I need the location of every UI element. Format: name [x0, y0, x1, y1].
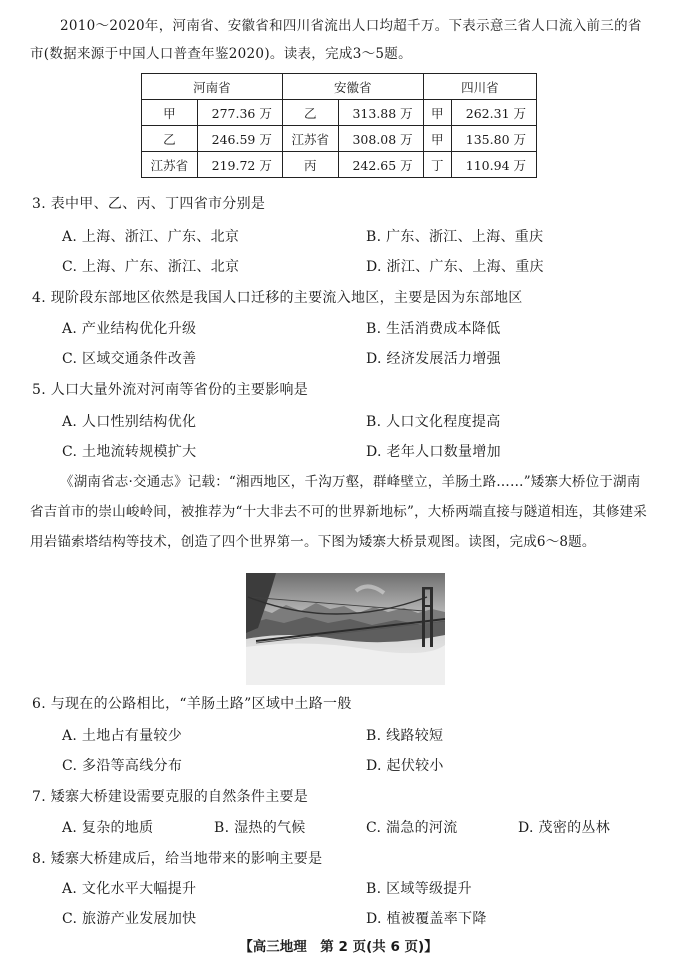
- question-4-option-c: C. 区域交通条件改善: [62, 351, 197, 367]
- question-7-option-b: B. 湿热的气候: [214, 820, 306, 836]
- question-8-option-c: C. 旅游产业发展加快: [62, 911, 197, 927]
- table-cell: 135.80 万: [451, 126, 536, 152]
- question-5-option-d: D. 老年人口数量增加: [366, 444, 501, 460]
- question-8-option-d: D. 植被覆盖率下降: [366, 911, 487, 927]
- question-4-option-b: B. 生活消费成本降低: [366, 321, 501, 337]
- table-cell: 313.88 万: [338, 100, 423, 126]
- question-6-option-a: A. 土地占有量较少: [62, 728, 183, 744]
- table-row: [142, 152, 537, 178]
- question-5-option-c: C. 土地流转规模扩大: [62, 444, 197, 460]
- question-7-option-d: D. 茂密的丛林: [518, 820, 611, 836]
- question-8-option-a: A. 文化水平大幅提升: [62, 881, 197, 897]
- table-header-sichuan: 四川省: [423, 74, 536, 100]
- question-3-stem: 3. 表中甲、乙、丙、丁四省市分别是: [32, 196, 266, 212]
- intro-paragraph: 2010～2020年，河南省、安徽省和四川省流出人口均超千万。下表示意三省人口流入前三的省市(数据来源于中国人口普查年鉴2020)。读表，完成3～5题。: [30, 18, 642, 62]
- table-cell: 乙: [142, 126, 198, 152]
- bridge-passage: 《湖南省志·交通志》记载：“湘西地区，千沟万壑，群峰壁立，羊肠土路……”矮寨大桥位于湖南省吉首市的崇山峻岭间，被推荐为“十大非去不可的世界新地标”，大桥两端直接与隧道相连，其修建采用岩锚索塔结构等技术，创造了四个世界第一。下图为矮寨大桥景观图。读图，完成6～8题。: [30, 474, 648, 550]
- question-8-stem: 8. 矮寨大桥建成后，给当地带来的影响主要是: [32, 851, 323, 867]
- table-cell: 丙: [282, 152, 338, 178]
- question-3-option-d: D. 浙江、广东、上海、重庆: [366, 259, 544, 275]
- table-cell: 乙: [282, 100, 338, 126]
- table-cell: 262.31 万: [451, 100, 536, 126]
- table-row: [142, 126, 537, 152]
- table-cell: 江苏省: [142, 152, 198, 178]
- table-cell: 江苏省: [282, 126, 338, 152]
- question-3-option-b: B. 广东、浙江、上海、重庆: [366, 229, 544, 245]
- question-5-option-a: A. 人口性别结构优化: [62, 414, 197, 430]
- table-cell: 308.08 万: [338, 126, 423, 152]
- table-cell: 246.59 万: [197, 126, 282, 152]
- table-header-row: [142, 74, 537, 100]
- question-5-stem: 5. 人口大量外流对河南等省份的主要影响是: [32, 382, 309, 398]
- question-6-option-d: D. 起伏较小: [366, 758, 444, 774]
- question-4-option-a: A. 产业结构优化升级: [62, 321, 197, 337]
- table-cell: 甲: [142, 100, 198, 126]
- table-cell: 277.36 万: [197, 100, 282, 126]
- question-6-option-b: B. 线路较短: [366, 728, 444, 744]
- question-7-option-a: A. 复杂的地质: [62, 820, 154, 836]
- question-8-option-b: B. 区域等级提升: [366, 881, 472, 897]
- population-table: [141, 73, 537, 178]
- question-4-option-d: D. 经济发展活力增强: [366, 351, 501, 367]
- table-cell: 110.94 万: [451, 152, 536, 178]
- question-5-option-b: B. 人口文化程度提高: [366, 414, 501, 430]
- table-cell: 甲: [423, 126, 451, 152]
- table-cell: 242.65 万: [338, 152, 423, 178]
- aizhai-bridge-photo: [246, 573, 445, 685]
- page-footer: 【高三地理 第 2 页(共 6 页)】: [239, 939, 438, 955]
- table-header-anhui: 安徽省: [282, 74, 423, 100]
- question-3-option-a: A. 上海、浙江、广东、北京: [62, 229, 240, 245]
- question-7-stem: 7. 矮寨大桥建设需要克服的自然条件主要是: [32, 789, 309, 805]
- question-4-stem: 4. 现阶段东部地区依然是我国人口迁移的主要流入地区，主要是因为东部地区: [32, 290, 523, 306]
- table-cell: 甲: [423, 100, 451, 126]
- table-cell: 219.72 万: [197, 152, 282, 178]
- table-header-henan: 河南省: [142, 74, 283, 100]
- question-6-option-c: C. 多沿等高线分布: [62, 758, 183, 774]
- question-3-option-c: C. 上海、广东、浙江、北京: [62, 259, 240, 275]
- question-7-option-c: C. 湍急的河流: [366, 820, 458, 836]
- question-6-stem: 6. 与现在的公路相比，“羊肠土路”区域中土路一般: [32, 696, 352, 712]
- table-row: [142, 100, 537, 126]
- table-cell: 丁: [423, 152, 451, 178]
